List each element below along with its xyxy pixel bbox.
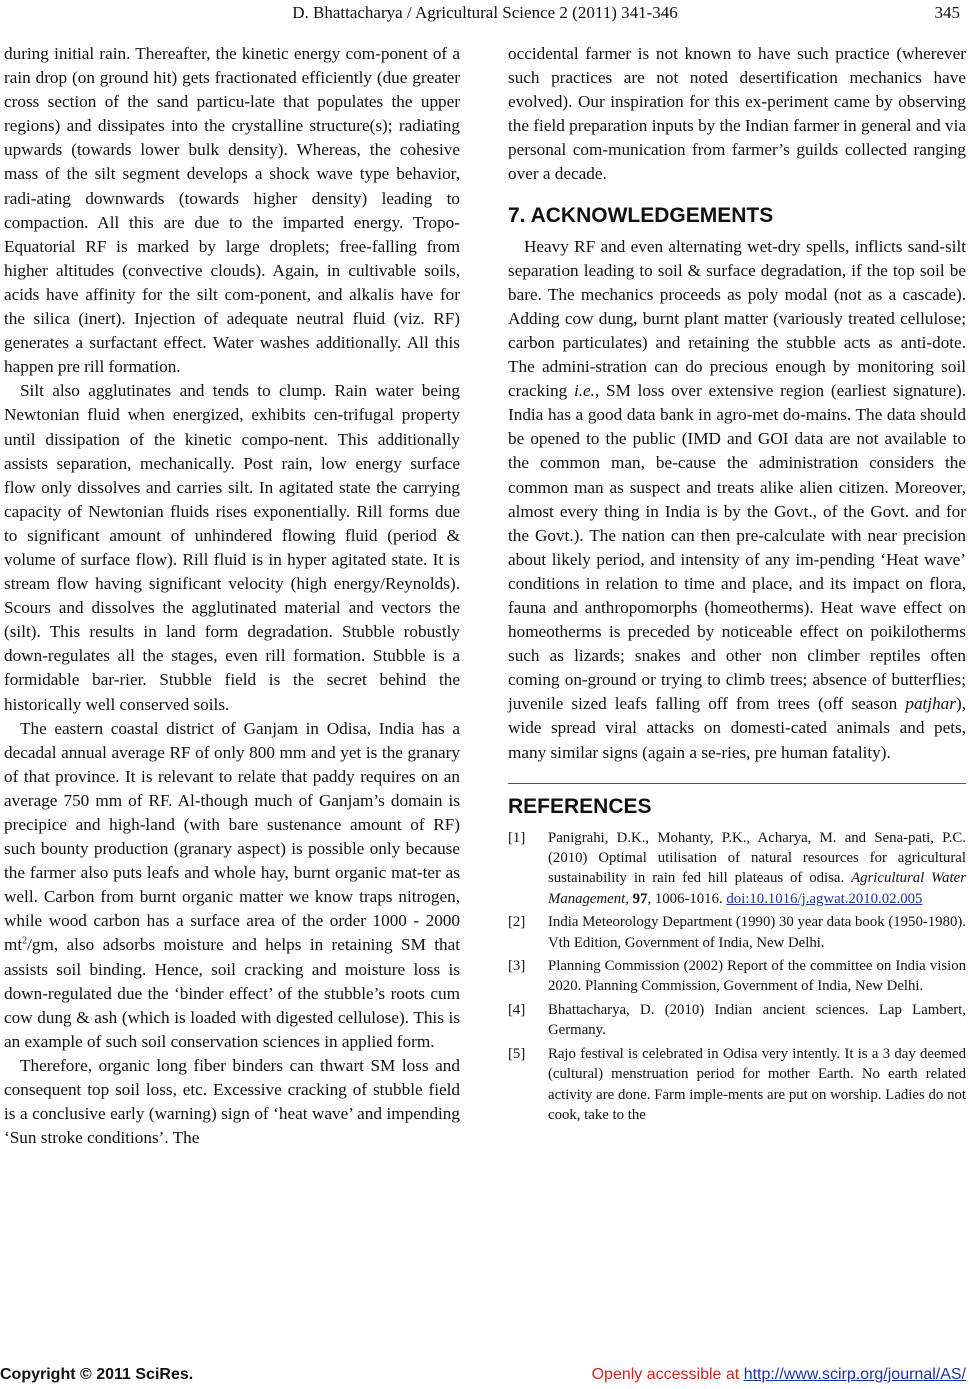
paragraph: Heavy RF and even alternating wet-dry spells, inflicts sand-silt separation leading to soil & surface degradation, if the top soil be bare. The mechanics proceeds as poly modal (not as a cascade). Adding cow dung, burnt plant matter (variously treated cellulose; carbon particulates) and retaining the stubble acts as anti-dote. The admini-stration can do precious enough by monitoring soil cracking i.e., SM loss over extensive region (earliest signature). India has a good data bank in agro-met do-mains. The data should be opened to the public (IMD and GOI data are not available to the common man, be-cause the administration considers the common man as suspect and treats alike alien citizen. Moreover, almost every thing in India is by the Govt., of the Govt. and for the Govt.). The nation can then pre-calculate with near precision about likely period, and intensity of any im-pending ‘Heat wave’ conditions in relation to time and place, and its impact on flora, fauna and anthropomorphs (homeotherms). Heat wave effect on homeotherms is preceded by noticeable effect on poikilotherms such as lizards; snakes and other non climber reptiles often coming on-ground or trying to climb trees; absence of butterflies; juvenile sized leafs falling off from trees (off season patjhar), wide spread viral attacks on domesti-cated animals and pets, many similar signs (again a se-ries, pre human fatality). (508, 236, 967, 762)
paragraph: The eastern coastal district of Ganjam in Odisa, India has a decadal annual average RF of only 800 mm and yet is the granary of that province. It is relevant to relate that paddy requires on an average 750 mm of RF. Al-though much of Ganjam’s domain is precipice and high-land (with bare sustenance amount of RF) such bounty production (granary aspect) is possible only because the farmer also puts leafs and whole hay, burnt organic mat-ter as well. Carbon from burnt organic matter we know traps nitrogen, while wood carbon has a surface area of the order 1000 - 2000 $mt^2/gm$, also adsorbs moisture and helps in retaining SM that assists soil binding. Hence, soil cracking and moisture loss is down-regulated due the ‘binder effect’ of the stubble’s roots cum cow dung & ash (which is loaded with digested cellulose). This is an example of such soil conservation sciences in applied form. (4, 718, 460, 1051)
reference-item: [2] India Meteorology Department (1990) 30 year data book (1950-1980). Vth Edition, Government of India, New Delhi. (508, 914, 966, 951)
reference-item: [3] Planning Commission (2002) Report of the committee on India vision 2020. Planning Commission, Government of India, New Delhi. (508, 958, 966, 995)
page-footer (0, 1358, 970, 1384)
reference-list (508, 828, 966, 1126)
left-column (4, 42, 460, 1150)
reference-item: [1] Panigrahi, D.K., Mohanty, P.K., Acharya, M. and Sena-pati, P.C. (2010) Optimal utilisation of natural resources for agricultural sustainability in rain fed hill plateaus of odisa. Agricultural Water Management, 97, 1006-1016. doi:10.1016/j.agwat.2010.02.005 (508, 829, 966, 907)
page-number: 345 (934, 3, 960, 22)
copyright-notice: Copyright © 2011 SciRes. (0, 1366, 194, 1383)
paragraph: during initial rain. Thereafter, the kinetic energy com-ponent of a rain drop (on ground hit) gets fractionated efficiently (due greater cross section of the sand particu-late that populates the upper regions) and dissipates into the crystalline structure(s); radiating upwards (towards lower bulk density). Whereas, the cohesive mass of the silt segment develops a shock wave type behavior, radi-ating downwards (towards higher density) leading to compaction. All this are due to the imparted energy. Tropo-Equatorial RF is marked by large droplets; free-falling from higher altitudes (convective clouds). Again, in cultivable soils, acids have affinity for the silt com-ponent, and alkalis have for the silica (inert). Injection of adequate neutral fluid (viz. RF) generates a surfactant effect. Water washes additionally. All this happen pre rill formation. (4, 44, 460, 377)
references-heading: REFERENCES (508, 794, 652, 818)
right-column (508, 42, 966, 1128)
reference-item: [4] Bhattacharya, D. (2010) Indian ancient sciences. Lap Lambert, Germany. (508, 1001, 966, 1039)
paragraph: occidental farmer is not known to have such practice (wherever such practices are not noted desertification mechanics have evolved). Our inspiration for this ex-periment came by observing the field preparation inputs by the Indian farmer in general and via personal com-munication from farmer’s guilds collected ranging over a decade. (508, 44, 966, 184)
paragraph: Therefore, organic long fiber binders can thwart SM loss and consequent top soil loss, etc. Excessive cracking of stubble field is a conclusive early (warning) sign of ‘heat wave’ and impending ‘Sun stroke conditions’. The (4, 1055, 460, 1148)
divider (508, 783, 966, 784)
page-header (0, 2, 970, 26)
open-access-notice: Openly accessible at http://www.scirp.org/journal/AS/ (591, 1366, 966, 1383)
journal-url-link[interactable]: http://www.scirp.org/journal/AS/ (743, 1366, 966, 1383)
paragraph: Silt also agglutinates and tends to clump. Rain water being Newtonian fluid when energized, exhibits cen-trifugal property until dissipation of the kinetic compo-nent. This additionally assists separation, mechanically. Post rain, low energy surface flow only dissolves and carries silt. In agitated state the carrying capacity of Newtonian fluids rises exponentially. Rill forms due to significant amount of unhindered flowing fluid (period & volume of surface flow). Rill fluid is in hyper agitated state. It is stream flow having significant velocity (high energy/Reynolds). Scours and dissolves the agglutinated material and vectors the (silt). This results in land form degradation. Stubble robustly down-regulates all the stages, even rill formation. Stubble is a formidable bar-rier. Stubble field is the secret behind the historically well conserved soils. (4, 381, 460, 714)
reference-item: [5] Rajo festival is celebrated in Odisa very intently. It is a 3 day deemed (cultural) menstruation period for mother Earth. No earth related activity are done. Farm imple-ments are put on worship. Ladies do not cook, take to the (508, 1045, 966, 1123)
section-heading: 7. ACKNOWLEDGEMENTS (508, 203, 774, 227)
running-title: D. Bhattacharya / Agricultural Science 2 (2011) 341-346 (292, 3, 678, 22)
doi-link[interactable]: doi:10.1016/j.agwat.2010.02.005 (726, 890, 923, 907)
